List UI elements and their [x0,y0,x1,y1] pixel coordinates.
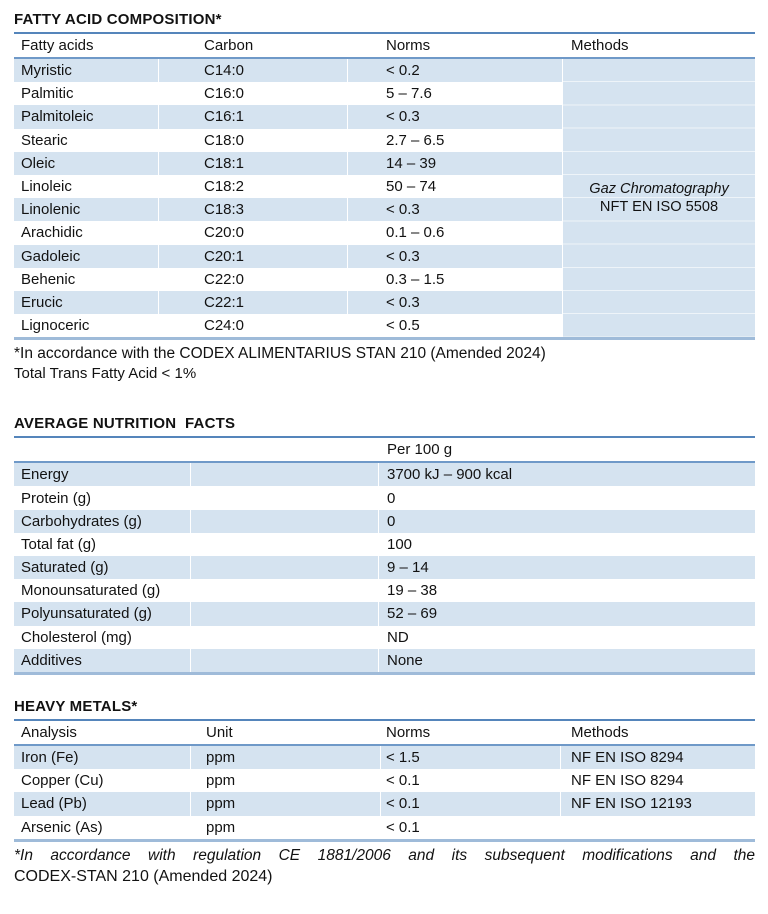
cell-norm: < 0.2 [347,59,562,82]
cell-norm: 14 – 39 [347,152,562,175]
cell-nutrient: Saturated (g) [14,556,190,579]
cell-unit: ppm [190,792,380,815]
table-row [14,816,755,839]
table-row [14,510,755,533]
method-name: Gaz Chromatography [589,181,729,198]
cell-norm: < 0.5 [386,317,420,335]
cell-spacer [190,626,378,649]
cell-fatty-acid: Behenic [21,270,76,288]
heavy-metals-table [14,719,755,842]
table-row [14,649,755,672]
cell-method [560,816,755,839]
cell-spacer [190,463,378,486]
cell-spacer [190,486,378,509]
fatty-acid-section-title: FATTY ACID COMPOSITION* [14,11,222,28]
cell-fatty-acid: Erucic [14,291,158,314]
cell-norm: < 0.3 [347,105,562,128]
cell-nutrient: Carbohydrates (g) [14,510,190,533]
heavy-metals-table-header [14,721,755,746]
nutrition-table-header [14,438,755,463]
cell-unit: ppm [206,818,236,836]
column-header-unit: Unit [206,723,233,741]
table-row [14,152,562,175]
cell-value: None [378,649,755,672]
nutrition-table [14,436,755,675]
table-row [14,463,755,486]
heavy-metals-footnote-regulation: *In accordance with regulation CE 1881/2006 and its subsequent modifications and the [14,846,755,864]
cell-norm: < 1.5 [380,746,560,769]
cell-norm: < 0.3 [347,291,562,314]
table-row [14,314,562,337]
table-row [14,268,562,291]
cell-norm: 0.1 – 0.6 [386,224,445,242]
column-header-analysis: Analysis [21,723,77,741]
fatty-acid-footnote-trans: Total Trans Fatty Acid < 1% [14,365,197,383]
table-row [14,579,755,602]
table-row [14,556,755,579]
cell-method: NF EN ISO 12193 [560,792,755,815]
cell-nutrient: Energy [14,463,190,486]
fatty-acid-table [14,32,755,340]
cell-value: 3700 kJ – 900 kcal [378,463,755,486]
cell-fatty-acid: Stearic [21,131,68,149]
cell-nutrient: Additives [14,649,190,672]
nutrition-section [14,412,755,675]
column-header-methods: Methods [571,723,629,741]
table-row [14,602,755,625]
table-row [14,769,755,792]
cell-value: 100 [387,535,413,553]
cell-unit: ppm [206,772,236,790]
cell-norm: 5 – 7.6 [386,85,432,103]
cell-spacer [190,533,378,556]
cell-nutrient: Polyunsaturated (g) [14,602,190,625]
cell-carbon: C20:0 [204,224,245,242]
column-header-blank [14,438,190,461]
table-row [14,245,562,268]
cell-carbon: C22:1 [158,291,347,314]
cell-carbon: C16:1 [158,105,347,128]
table-row [14,221,562,244]
table-row [14,626,755,649]
fatty-acid-table-header [14,34,755,59]
cell-analysis: Copper (Cu) [21,772,104,790]
cell-carbon: C18:3 [158,198,347,221]
column-header-per-100g: Per 100 g [387,441,453,459]
cell-carbon: C18:1 [158,152,347,175]
cell-norm: < 0.3 [347,198,562,221]
cell-norm: < 0.1 [380,792,560,815]
fatty-acid-section [14,8,755,384]
cell-fatty-acid: Arachidic [21,224,83,242]
column-header-blank [190,438,378,461]
table-row [14,82,562,105]
cell-value: 19 – 38 [387,582,438,600]
column-header-norms: Norms [386,37,431,54]
column-header-methods: Methods [571,37,629,54]
table-row [14,198,562,221]
cell-fatty-acid: Myristic [14,59,158,82]
cell-norm: 50 – 74 [386,178,437,196]
cell-method: NF EN ISO 8294 [571,772,684,790]
cell-norm: 2.7 – 6.5 [386,131,445,149]
column-header-fatty-acids: Fatty acids [21,37,94,54]
cell-method: NF EN ISO 8294 [560,746,755,769]
cell-spacer [190,510,378,533]
cell-carbon: C14:0 [158,59,347,82]
cell-nutrient: Total fat (g) [21,535,97,553]
cell-carbon: C18:2 [204,178,245,196]
cell-norm: 0.3 – 1.5 [386,270,445,288]
cell-fatty-acid: Linolenic [14,198,158,221]
method-standard: NFT EN ISO 5508 [599,199,719,216]
cell-nutrient: Monounsaturated (g) [21,582,161,600]
table-row [14,129,562,152]
cell-unit: ppm [190,746,380,769]
fatty-acid-footnote-codex: *In accordance with the CODEX ALIMENTARIUS STAN 210 (Amended 2024) [14,345,546,363]
table-row [14,533,755,556]
table-row [14,291,562,314]
column-header-carbon: Carbon [204,37,254,54]
cell-fatty-acid: Palmitoleic [14,105,158,128]
cell-carbon: C22:0 [204,270,245,288]
cell-carbon: C18:0 [204,131,245,149]
cell-nutrient: Cholesterol (mg) [21,628,132,646]
cell-spacer [190,602,378,625]
cell-analysis: Iron (Fe) [14,746,190,769]
cell-carbon: C20:1 [158,245,347,268]
table-row [14,792,755,815]
heavy-metals-footnote-codex: CODEX-STAN 210 (Amended 2024) [14,867,273,885]
cell-value: 0 [378,510,755,533]
table-row [14,175,562,198]
table-row [14,746,755,769]
cell-norm: < 0.3 [347,245,562,268]
cell-fatty-acid: Lignoceric [21,317,90,335]
cell-value: 52 – 69 [378,602,755,625]
table-row [14,105,562,128]
cell-value: 9 – 14 [378,556,755,579]
cell-nutrient: Protein (g) [21,489,92,507]
cell-fatty-acid: Linoleic [21,178,72,196]
cell-fatty-acid: Oleic [14,152,158,175]
cell-carbon: C24:0 [204,317,245,335]
cell-norm: < 0.1 [386,772,420,790]
cell-norm: < 0.1 [386,818,420,836]
cell-spacer [190,556,378,579]
cell-analysis: Arsenic (As) [21,818,103,836]
cell-spacer [190,649,378,672]
cell-carbon: C16:0 [204,85,245,103]
fatty-acid-table-body [14,59,729,337]
cell-spacer [190,579,378,602]
nutrition-section-title: AVERAGE NUTRITION FACTS [14,415,236,433]
cell-fatty-acid: Palmitic [21,85,74,103]
heavy-metals-section-title: HEAVY METALS* [14,697,138,715]
cell-analysis: Lead (Pb) [14,792,190,815]
cell-value: 0 [387,489,396,507]
table-row [14,59,562,82]
table-row [14,486,755,509]
heavy-metals-section [14,695,755,888]
column-header-norms: Norms [386,723,431,741]
methods-merged-cell [562,59,755,337]
cell-fatty-acid: Gadoleic [14,245,158,268]
cell-value: ND [387,628,409,646]
